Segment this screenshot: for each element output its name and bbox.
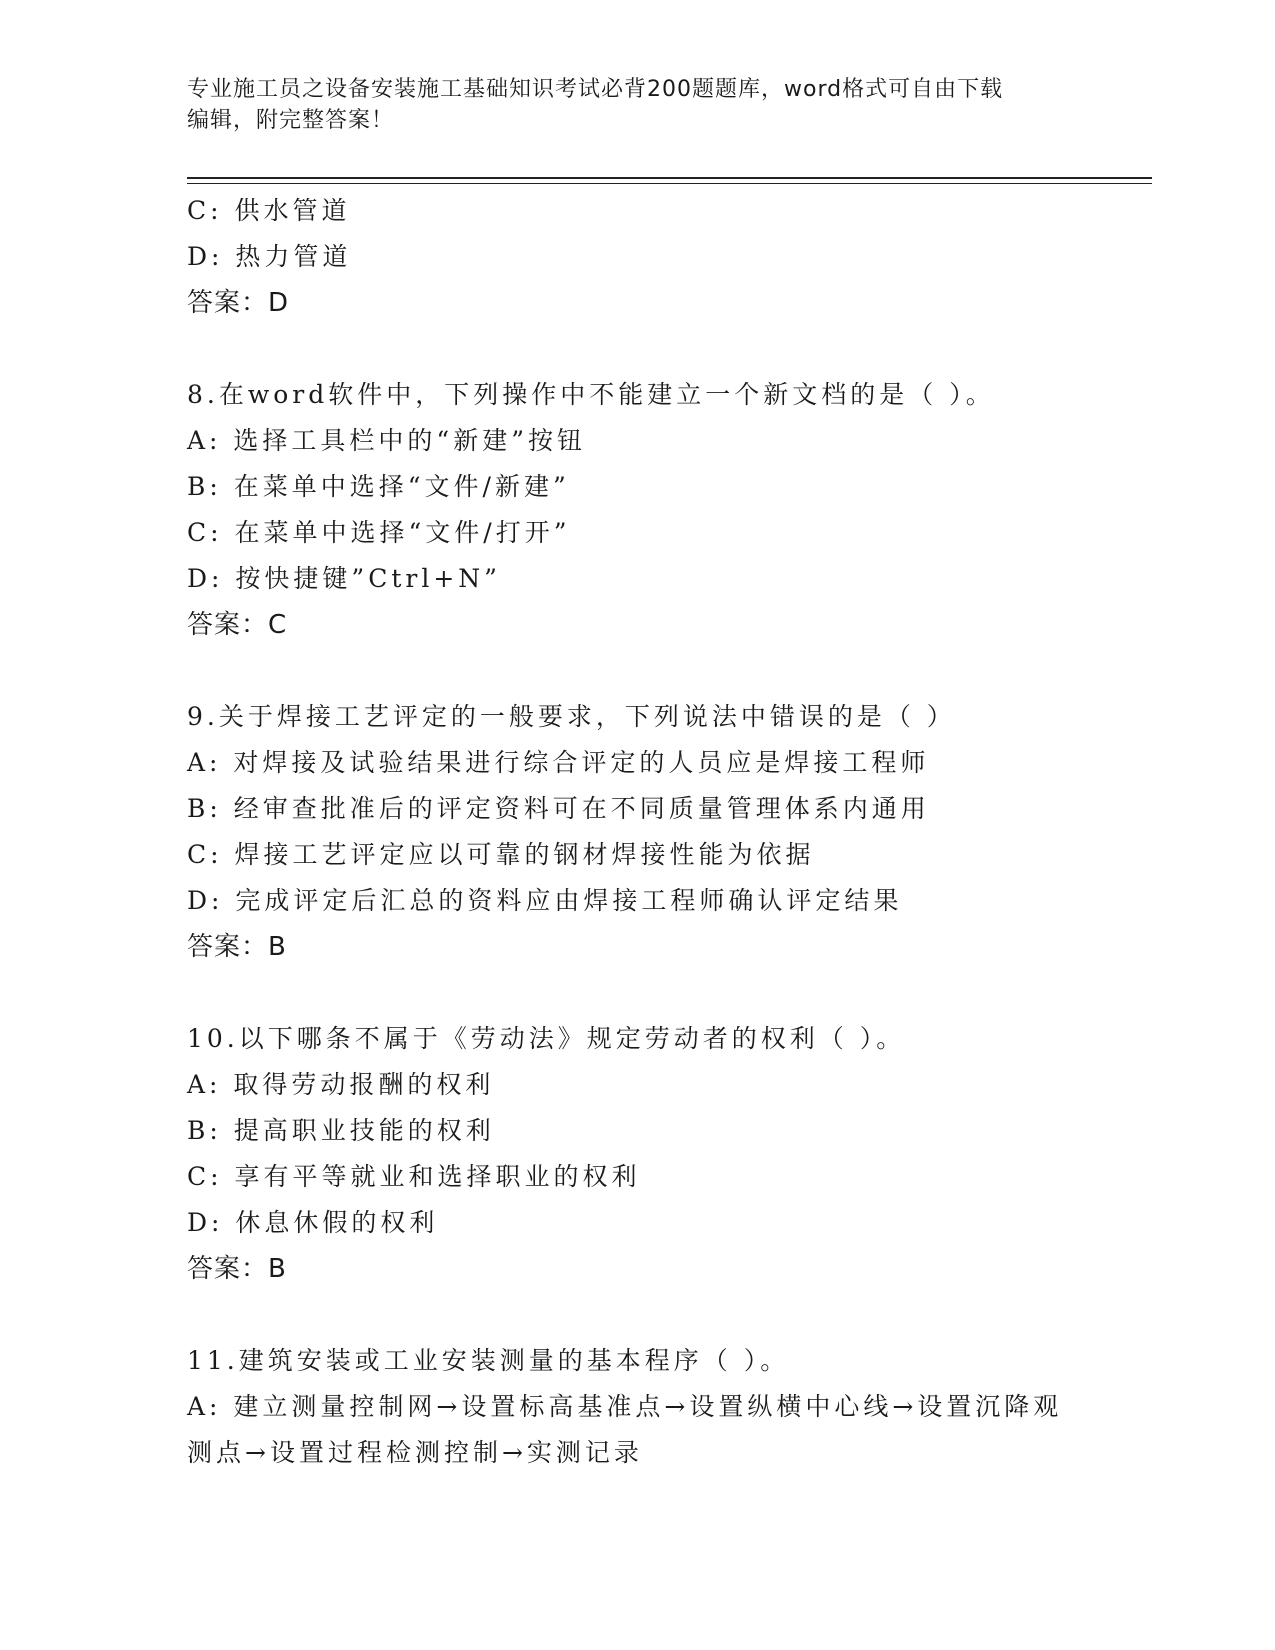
q9-answer: 答案：B [187, 932, 287, 962]
header-rule-thick [187, 177, 1152, 179]
q8-option-a: A: 选择工具栏中的“新建”按钮 [187, 426, 586, 455]
q10-option-d: D: 休息休假的权利 [187, 1208, 439, 1237]
header-rule-thin [187, 183, 1152, 184]
q8-option-c: C: 在菜单中选择“文件/打开” [187, 518, 571, 547]
q9-option-a: A: 对焊接及试验结果进行综合评定的人员应是焊接工程师 [187, 748, 930, 777]
q8-option-d: D: 按快捷键”Ctrl+N” [187, 564, 501, 593]
q8-option-b: B: 在菜单中选择“文件/新建” [187, 472, 570, 501]
q10-question: 10.以下哪条不属于《劳动法》规定劳动者的权利（ ）。 [187, 1024, 906, 1053]
q7-answer: 答案：D [187, 288, 290, 318]
q8-question: 8.在word软件中，下列操作中不能建立一个新文档的是（ ）。 [187, 380, 995, 409]
q10-option-b: B: 提高职业技能的权利 [187, 1116, 495, 1145]
q10-option-a: A: 取得劳动报酬的权利 [187, 1070, 495, 1099]
q11-option-a-line-2: 测点→设置过程检测控制→实测记录 [187, 1438, 643, 1467]
header-line-1: 专业施工员之设备安装施工基础知识考试必背200题题库，word格式可自由下载 [187, 77, 1004, 102]
header-line-2: 编辑，附完整答案！ [187, 108, 395, 133]
q7-option-c: C: 供水管道 [187, 196, 351, 225]
question-list [187, 188, 1147, 1476]
q9-option-d: D: 完成评定后汇总的资料应由焊接工程师确认评定结果 [187, 886, 903, 915]
q10-option-c: C: 享有平等就业和选择职业的权利 [187, 1162, 641, 1191]
q8-answer: 答案：C [187, 610, 288, 640]
document-header [187, 74, 1087, 136]
q9-question: 9.关于焊接工艺评定的一般要求，下列说法中错误的是（ ） [187, 702, 956, 731]
q11-option-a-line-1: A: 建立测量控制网→设置标高基准点→设置纵横中心线→设置沉降观 [187, 1392, 1063, 1421]
q11-question: 11.建筑安装或工业安装测量的基本程序（ ）。 [187, 1346, 790, 1375]
q9-option-c: C: 焊接工艺评定应以可靠的钢材焊接性能为依据 [187, 840, 815, 869]
q10-answer: 答案：B [187, 1254, 287, 1284]
q9-option-b: B: 经审查批准后的评定资料可在不同质量管理体系内通用 [187, 794, 930, 823]
q7-option-d: D: 热力管道 [187, 242, 352, 271]
